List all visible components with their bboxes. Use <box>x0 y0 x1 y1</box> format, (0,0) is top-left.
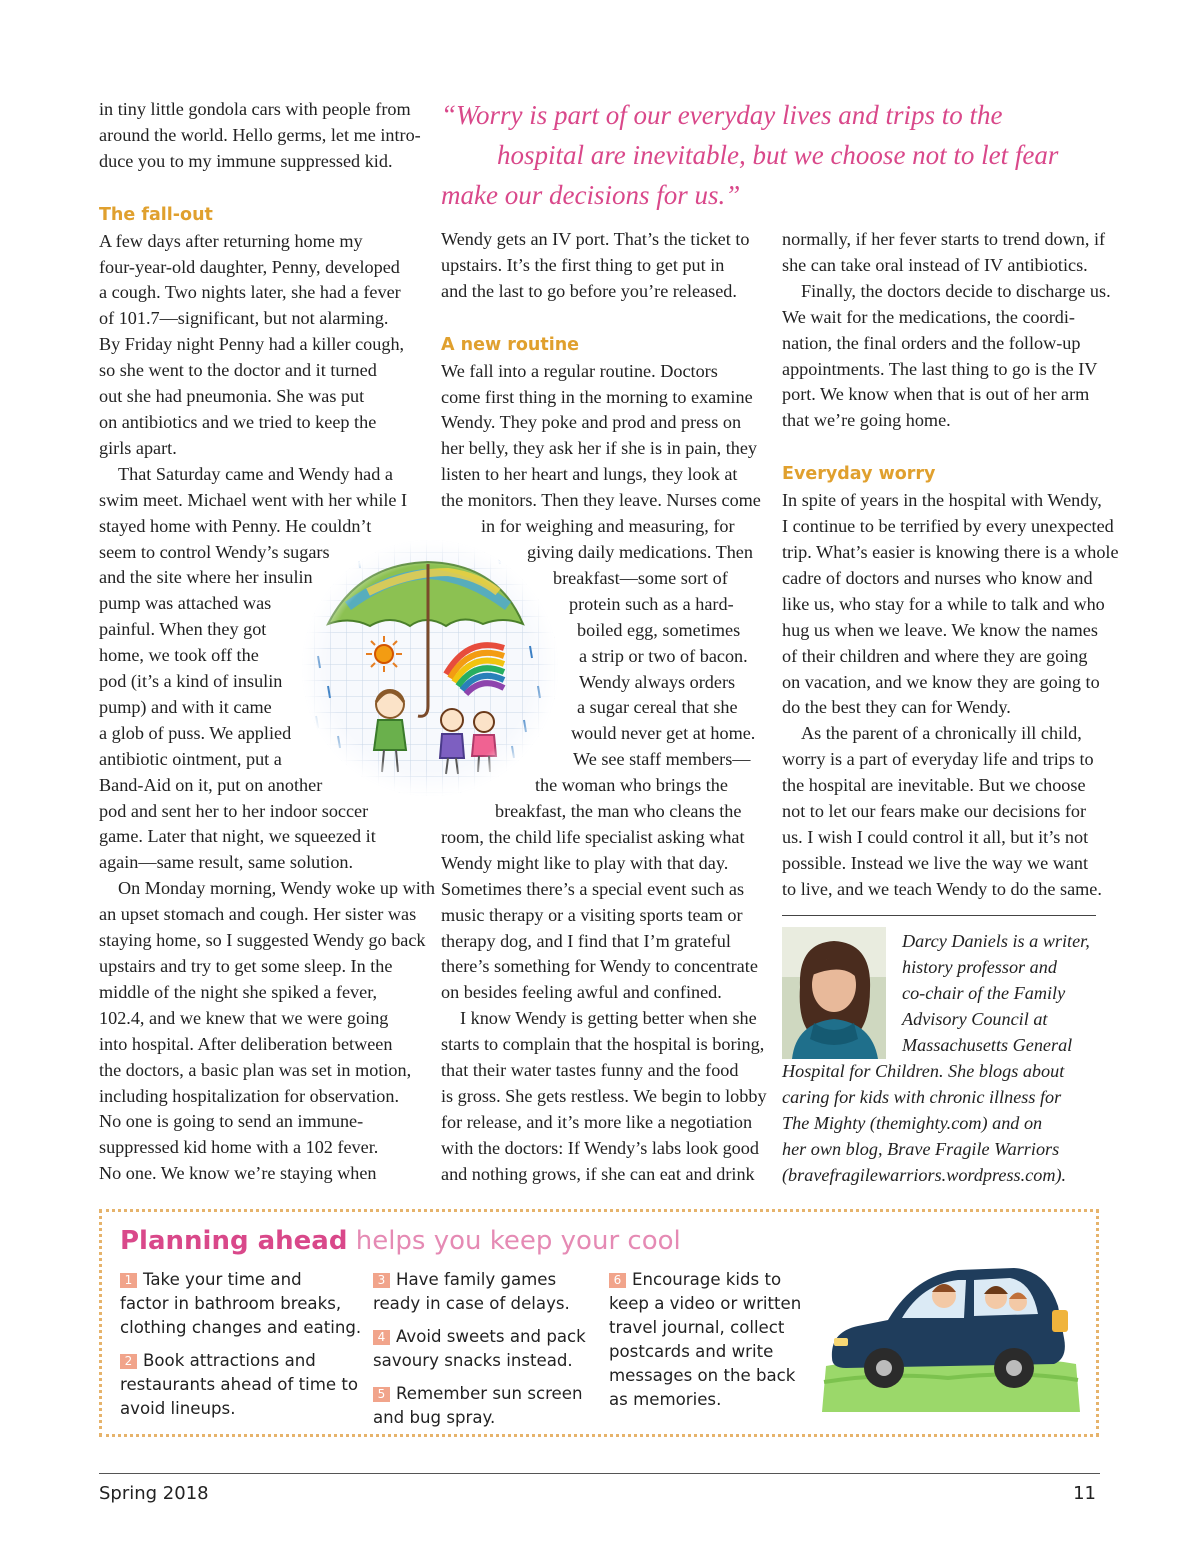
bio-line: (bravefragilewarriors.wordpress.com). <box>782 1165 1067 1185</box>
text-line: not to let our fears make our decisions for <box>782 801 1087 822</box>
tip-text: avoid lineups. <box>120 1399 236 1418</box>
text-line: on antibiotics and we tried to keep the <box>99 411 377 432</box>
bio-divider <box>782 915 1096 916</box>
bio-line: The Mighty (themighty.com) and on <box>782 1113 1043 1133</box>
text-line: upstairs and try to get some sleep. In the <box>99 956 393 976</box>
text-line: middle of the night she spiked a fever, <box>99 981 378 1002</box>
text-line: around the world. Hello germs, let me intro- <box>99 124 421 145</box>
tip-text: savoury snacks instead. <box>373 1351 573 1370</box>
bio-line: co-chair of the Family <box>902 983 1066 1003</box>
planning-title-bold: Planning ahead <box>120 1226 348 1256</box>
tips-column-3 <box>609 1268 801 1421</box>
text-line: By Friday night Penny had a killer cough, <box>99 334 405 355</box>
text-line: girls apart. <box>99 437 177 458</box>
text-line: port. We know when that is out of her arm <box>782 384 1090 405</box>
text-line: staying home, so I suggested Wendy go back <box>99 930 426 951</box>
text-line: her belly, they ask her if she is in pain, they <box>441 438 758 459</box>
text-line: and the last to go before you’re released. <box>441 280 737 301</box>
text-line: a sugar cereal that she <box>577 697 738 718</box>
text-line: duce you to my immune suppressed kid. <box>99 150 393 171</box>
text-line: and the site where her insulin <box>99 567 313 588</box>
text-line: No one is going to send an immune- <box>99 1111 364 1132</box>
text-line: to live, and we teach Wendy to do the same. <box>782 878 1102 899</box>
text-line: including hospitalization for observation. <box>99 1085 400 1106</box>
text-line: four-year-old daughter, Penny, developed <box>99 256 400 277</box>
text-line: painful. When they got <box>99 619 267 640</box>
text-line: normally, if her fever starts to trend down, if <box>782 229 1106 249</box>
text-line: room, the child life specialist asking what <box>441 826 745 847</box>
section-heading-new-routine: A new routine <box>441 334 580 355</box>
pull-quote <box>441 95 1101 215</box>
tip-number-badge: 6 <box>609 1273 626 1288</box>
issue-season: Spring 2018 <box>99 1483 209 1504</box>
tips-column-2 <box>373 1268 586 1439</box>
text-line: suppressed kid home with a 102 fever. <box>99 1137 379 1158</box>
text-line: the doctors, a basic plan was set in motion, <box>99 1059 412 1080</box>
tip-text: Avoid sweets and pack <box>396 1327 586 1346</box>
tip-text: messages on the back <box>609 1366 796 1385</box>
text-line: Wendy gets an IV port. That’s the ticket to <box>441 229 750 249</box>
page-number: 11 <box>1073 1483 1096 1504</box>
text-line: would never get at home. <box>571 723 756 744</box>
bio-line: Darcy Daniels is a writer, <box>902 931 1090 951</box>
text-line: trip. What’s easier is knowing there is a whole <box>782 541 1119 562</box>
text-line: so she went to the doctor and it turned <box>99 360 377 381</box>
text-line: Wendy might like to play with that day. <box>441 852 729 873</box>
section-heading-everyday-worry: Everyday worry <box>782 464 936 485</box>
text-line: the woman who brings the <box>535 775 728 796</box>
text-line: an upset stomach and cough. Her sister was <box>99 904 417 925</box>
planning-title-rest: helps you keep your cool <box>347 1226 681 1256</box>
text-line: We fall into a regular routine. Doctors <box>441 360 718 381</box>
tip-text: travel journal, collect <box>609 1318 785 1337</box>
text-line: into hospital. After deliberation between <box>99 1033 393 1054</box>
tip-number-badge: 3 <box>373 1273 390 1288</box>
article-column-3 <box>782 227 1119 903</box>
text-line: seem to control Wendy’s sugars <box>99 541 330 562</box>
tip-item <box>609 1268 801 1412</box>
text-line: of 101.7—significant, but not alarming. <box>99 308 389 329</box>
text-line: do the best they can for Wendy. <box>782 697 1011 718</box>
pull-quote-line: hospital are inevitable, but we choose not to let fear <box>497 140 1059 170</box>
text-line: We see staff members— <box>573 749 751 770</box>
tip-text: clothing changes and eating. <box>120 1318 362 1337</box>
text-line: possible. Instead we live the way we want <box>782 852 1089 873</box>
text-line: on vacation, and we know they are going to <box>782 671 1100 692</box>
text-line: boiled egg, sometimes <box>577 619 741 640</box>
text-line: and nothing grows, if she can eat and drink <box>441 1163 755 1184</box>
bio-line: caring for kids with chronic illness for <box>782 1087 1062 1107</box>
text-line: on besides feeling awful and confined. <box>441 982 722 1003</box>
tip-text: as memories. <box>609 1390 722 1409</box>
text-line: pump was attached was <box>99 593 272 614</box>
text-line: No one. We know we’re staying when <box>99 1163 377 1184</box>
tip-text: keep a video or written <box>609 1294 802 1313</box>
text-line: with the doctors: If Wendy’s labs look good <box>441 1137 759 1158</box>
text-line: in tiny little gondola cars with people from <box>99 99 411 119</box>
tip-number-badge: 2 <box>120 1354 137 1369</box>
bio-line: Advisory Council at <box>902 1009 1048 1029</box>
text-line: pod (it’s a kind of insulin <box>99 671 283 692</box>
text-line: in for weighing and measuring, for <box>481 516 735 537</box>
text-line: Finally, the doctors decide to discharge us. <box>801 280 1111 301</box>
tip-text: Remember sun screen <box>396 1384 583 1403</box>
tip-text: postcards and write <box>609 1342 774 1361</box>
tip-text: factor in bathroom breaks, <box>120 1294 342 1313</box>
text-line: antibiotic ointment, put a <box>99 748 282 769</box>
planning-ahead-title <box>120 1224 681 1258</box>
text-line: Wendy always orders <box>579 671 736 692</box>
tip-item <box>120 1349 361 1421</box>
text-line: of their children and where they are going <box>782 645 1088 666</box>
text-line: that we’re going home. <box>782 410 951 431</box>
text-line: pump) and with it came <box>99 696 272 717</box>
text-line: That Saturday came and Wendy had a <box>118 463 393 484</box>
text-line: come first thing in the morning to examine <box>441 386 753 407</box>
tip-text: Have family games <box>396 1270 557 1289</box>
text-line: again—same result, same solution. <box>99 852 354 873</box>
tip-item <box>373 1382 586 1430</box>
text-line: out she had pneumonia. She was put <box>99 386 365 407</box>
text-line: pod and sent her to her indoor soccer <box>99 800 369 821</box>
text-line: appointments. The last thing to go is the IV <box>782 358 1098 379</box>
text-line: breakfast—some sort of <box>553 567 728 588</box>
text-line: there’s something for Wendy to concentrate <box>441 956 758 977</box>
tip-text: Encourage kids to <box>632 1270 782 1289</box>
text-line: us. I wish I could control it all, but it’s not <box>782 826 1089 847</box>
text-line: 102.4, and we knew that we were going <box>99 1007 389 1028</box>
tip-number-badge: 5 <box>373 1387 390 1402</box>
text-line: home, we took off the <box>99 645 259 666</box>
text-line: a cough. Two nights later, she had a fever <box>99 282 401 303</box>
text-line: that their water tastes funny and the food <box>441 1060 739 1081</box>
text-line: Sometimes there’s a special event such as <box>441 878 745 899</box>
tip-text: and bug spray. <box>373 1408 496 1427</box>
text-line: a glob of puss. We applied <box>99 722 292 743</box>
text-line: Band-Aid on it, put on another <box>99 774 323 795</box>
bio-line: Massachusetts General <box>902 1035 1073 1055</box>
bio-line: her own blog, Brave Fragile Warriors <box>782 1139 1060 1159</box>
text-line: music therapy or a visiting sports team or <box>441 904 743 925</box>
text-line: for release, and it’s more like a negotiation <box>441 1111 753 1132</box>
text-line: like us, who stay for a while to talk and who <box>782 593 1105 614</box>
text-line: she can take oral instead of IV antibiotics. <box>782 254 1088 275</box>
tip-text: ready in case of delays. <box>373 1294 570 1313</box>
text-line: protein such as a hard- <box>569 593 734 614</box>
text-line: game. Later that night, we squeezed it <box>99 826 376 847</box>
author-bio <box>782 928 1100 1188</box>
text-line: therapy dog, and I find that I’m grateful <box>441 930 731 951</box>
tip-item <box>120 1268 361 1340</box>
tip-text: Take your time and <box>143 1270 302 1289</box>
tip-number-badge: 4 <box>373 1330 390 1345</box>
text-line: giving daily medications. Then <box>527 541 753 562</box>
text-line: starts to complain that the hospital is boring, <box>441 1034 765 1055</box>
section-heading-fall-out: The fall-out <box>99 204 213 225</box>
text-line: In spite of years in the hospital with Wendy, <box>782 490 1102 511</box>
footer-divider <box>99 1473 1100 1474</box>
tip-text: restaurants ahead of time to <box>120 1375 359 1394</box>
text-line: On Monday morning, Wendy woke up with <box>118 878 435 899</box>
text-line: is gross. She gets restless. We begin to lobby <box>441 1086 767 1106</box>
text-line: As the parent of a chronically ill child, <box>801 723 1082 744</box>
text-line: nation, the final orders and the follow-up <box>782 332 1081 353</box>
text-line: the monitors. Then they leave. Nurses come <box>441 490 761 511</box>
pull-quote-line: make our decisions for us.” <box>441 180 741 210</box>
text-line: a strip or two of bacon. <box>579 645 748 666</box>
text-line: A few days after returning home my <box>99 230 363 251</box>
text-line: I know Wendy is getting better when she <box>460 1008 757 1029</box>
text-line: I continue to be terrified by every unexpected <box>782 516 1114 537</box>
text-line: the hospital are inevitable. But we choose <box>782 775 1086 796</box>
child-drawing-illustration <box>298 536 562 800</box>
text-line: listen to her heart and lungs, they look at <box>441 464 738 485</box>
tip-item <box>373 1268 586 1316</box>
tip-number-badge: 1 <box>120 1273 137 1288</box>
family-car-illustration <box>818 1246 1080 1412</box>
text-line: cadre of doctors and nurses who know and <box>782 567 1093 588</box>
text-line: breakfast, the man who cleans the <box>495 801 742 822</box>
bio-line: Hospital for Children. She blogs about <box>782 1061 1065 1081</box>
bio-line: history professor and <box>902 957 1057 977</box>
pull-quote-line: “Worry is part of our everyday lives and trips to the <box>441 100 1003 130</box>
text-line: hug us when we leave. We know the names <box>782 619 1098 640</box>
text-line: upstairs. It’s the first thing to get put in <box>441 254 725 275</box>
tips-column-1 <box>120 1268 361 1430</box>
text-line: stayed home with Penny. He couldn’t <box>99 515 372 536</box>
text-line: worry is a part of everyday life and trips to <box>782 749 1094 770</box>
tip-item <box>373 1325 586 1373</box>
text-line: We wait for the medications, the coordi- <box>782 306 1075 327</box>
text-line: Wendy. They poke and prod and press on <box>441 412 742 433</box>
text-line: swim meet. Michael went with her while I <box>99 489 408 510</box>
tip-text: Book attractions and <box>143 1351 316 1370</box>
